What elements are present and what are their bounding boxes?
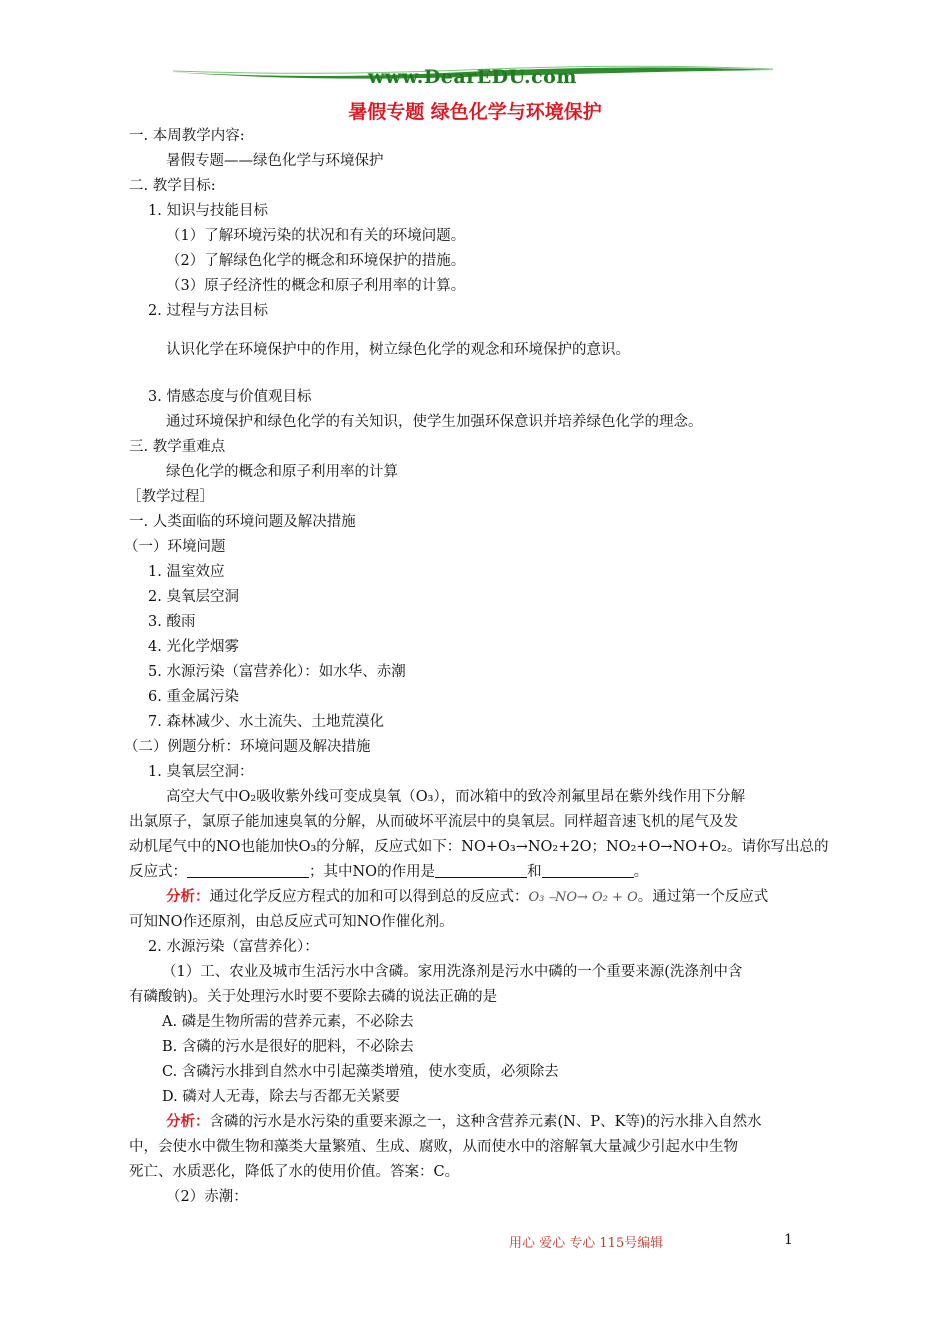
text-segment: 和: [527, 864, 542, 880]
analysis-line: [166, 1112, 762, 1132]
text-line: 有磷酸钠)。关于处理污水时要不要除去磷的说法正确的是: [129, 989, 498, 1005]
site-url[interactable]: www.DearEDU.com: [368, 66, 577, 88]
text-line: 动机尾气中的NO也能加快O₃的分解，反应式如下：NO+O₃→NO₂+2O；NO₂+O→NO+O₂。请你写出总的: [129, 839, 829, 855]
analysis-line: [166, 887, 768, 908]
text-line: 出氯原子，氯原子能加速臭氧的分解，从而破坏平流层中的臭氧层。同样超音速飞机的尾气及发: [129, 814, 738, 830]
subheading: 1. 臭氧层空洞：: [148, 764, 254, 780]
section-heading: 一. 人类面临的环境问题及解决措施: [129, 514, 356, 530]
blank-field: [542, 863, 634, 878]
subheading: 2. 过程与方法目标: [148, 303, 268, 319]
text-line: 中，会使水中微生物和藻类大量繁殖、生成、腐败，从而使水中的溶解氧大量减少引起水中生物: [129, 1139, 738, 1155]
section-heading: 二. 教学目标:: [129, 178, 216, 194]
list-item: 5. 水源污染（富营养化）：如水华、赤潮: [148, 664, 406, 680]
text-line: 死亡、水质恶化，降低了水的使用价值。答案：C。: [129, 1164, 460, 1180]
page-number: 1: [784, 1232, 793, 1248]
analysis-label: 分析：: [166, 888, 210, 905]
subheading: 2. 水源污染（富营养化）：: [148, 939, 319, 955]
text-segment: ；其中NO的作用是: [309, 864, 436, 880]
option-d: D. 磷对人无毒，除去与否都无关紧要: [162, 1089, 400, 1105]
answer-blank-line: [129, 862, 648, 882]
reaction-formula: O₃ ⎯NO→ O₂ + O: [528, 890, 638, 905]
subheading: （二）例题分析：环境问题及解决措施: [124, 739, 371, 755]
text-line: 通过环境保护和绿色化学的有关知识，使学生加强环保意识并培养绿色化学的理念。: [166, 414, 703, 430]
text-line: 可知NO作还原剂，由总反应式可知NO作催化剂。: [129, 914, 454, 930]
list-item: 7. 森林减少、水土流失、土地荒漠化: [148, 714, 384, 730]
text-segment: 。通过第一个反应式: [637, 889, 769, 905]
site-banner: [165, 58, 780, 98]
text-line: 绿色化学的概念和原子利用率的计算: [166, 464, 398, 480]
list-item: 2. 臭氧层空洞: [148, 589, 239, 605]
text-segment: 。: [633, 864, 649, 880]
text-line: 高空大气中O₂吸收紫外线可变成臭氧（O₃），而冰箱中的致冷剂氟里昂在紫外线作用下分解: [166, 789, 746, 805]
list-item: 1. 温室效应: [148, 564, 225, 580]
text-segment: 反应式：: [129, 864, 187, 880]
section-heading: 一. 本周教学内容:: [129, 128, 245, 144]
option-c: C. 含磷污水排到自然水中引起藻类增殖，使水变质，必须除去: [162, 1064, 559, 1080]
text-line: （3）原子经济性的概念和原子利用率的计算。: [166, 278, 466, 294]
analysis-label: 分析：: [166, 1113, 210, 1130]
subheading: 3. 情感态度与价值观目标: [148, 389, 312, 405]
text-line: （1）工、农业及城市生活污水中含磷。家用洗涤剂是污水中磷的一个重要来源(洗涤剂中含: [162, 964, 743, 980]
footer-note: 用心 爱心 专心 115号编辑: [509, 1236, 664, 1251]
subheading: 1. 知识与技能目标: [148, 203, 268, 219]
text-line: 暑假专题——绿色化学与环境保护: [166, 153, 384, 169]
list-item: 3. 酸雨: [148, 614, 196, 630]
text-line: （1）了解环境污染的状况和有关的环境问题。: [166, 228, 466, 244]
text-segment: 通过化学反应方程式的加和可以得到总的反应式：: [209, 889, 529, 905]
list-item: 6. 重金属污染: [148, 689, 239, 705]
text-segment: 含磷的污水是水污染的重要来源之一，这种含营养元素(N、P、K等)的污水排入自然水: [209, 1114, 762, 1130]
list-item: 4. 光化学烟雾: [148, 639, 239, 655]
option-b: B. 含磷的污水是很好的肥料，不必除去: [162, 1039, 414, 1055]
subheading: （2）赤潮：: [166, 1189, 248, 1205]
blank-field: [187, 863, 309, 878]
subheading: （一）环境问题: [124, 539, 226, 555]
section-heading: ［教学过程］: [127, 489, 214, 505]
option-a: A. 磷是生物所需的营养元素，不必除去: [162, 1014, 414, 1030]
blank-field: [435, 863, 527, 878]
section-heading: 三. 教学重难点: [129, 439, 226, 455]
text-line: （2）了解绿色化学的概念和环境保护的措施。: [166, 253, 466, 269]
page-title: 暑假专题 绿色化学与环境保护: [348, 101, 602, 123]
text-line: 认识化学在环境保护中的作用，树立绿色化学的观念和环境保护的意识。: [166, 342, 630, 358]
